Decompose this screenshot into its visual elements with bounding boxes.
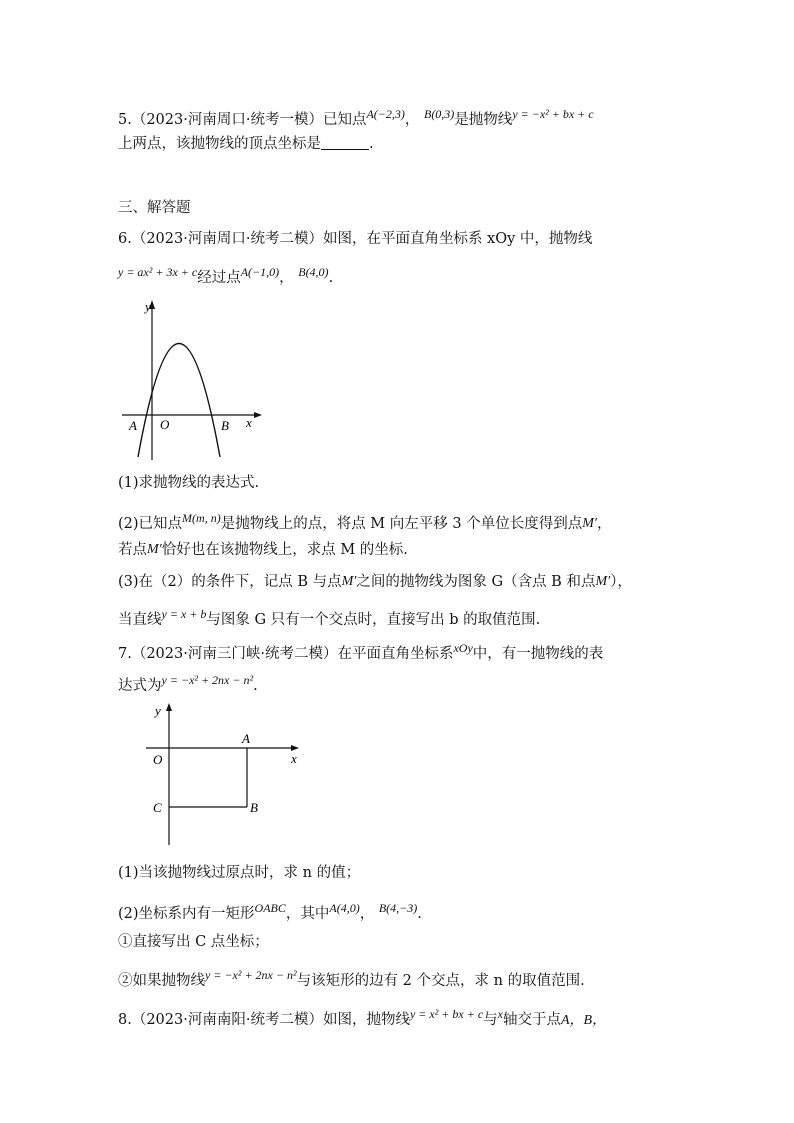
points-ab: A，B， bbox=[560, 1013, 607, 1028]
q7-line1 bbox=[118, 638, 603, 664]
q7-text: ，其中 bbox=[285, 906, 330, 922]
q6-text: 之间的抛物线为图象 G（含点 B 和点 bbox=[356, 574, 596, 590]
q6-text: 当直线 bbox=[118, 612, 162, 628]
q6-text: 若点 bbox=[118, 542, 147, 558]
point-a: A(4,0) bbox=[329, 901, 360, 915]
q7-text: 中，有一抛物线的表 bbox=[472, 646, 604, 662]
coord-system: xOy bbox=[453, 641, 473, 655]
q7-text: 达式为 bbox=[118, 678, 162, 694]
point-b-label: B bbox=[221, 418, 229, 433]
x-axis-arrow bbox=[254, 412, 262, 418]
y-label: y bbox=[155, 703, 161, 718]
q7-part2 bbox=[118, 898, 422, 924]
period: . bbox=[369, 136, 374, 152]
x-variable: x bbox=[497, 1007, 503, 1021]
q6-part1: (1)求抛物线的表达式. bbox=[118, 475, 260, 491]
comma: ， bbox=[279, 270, 294, 286]
q6-part2-line1 bbox=[118, 508, 611, 534]
q6-line1: 6.（2023·河南周口·统考二模）如图，在平面直角坐标系 xOy 中，抛物线 bbox=[118, 231, 593, 247]
origin-label: O bbox=[153, 752, 163, 767]
q6-parabola-figure bbox=[116, 295, 266, 465]
parabola-equation: y = −x² + 2nx − n² bbox=[205, 968, 297, 982]
point-m-prime: M′ bbox=[147, 542, 162, 557]
answer-blank bbox=[321, 135, 369, 150]
q6-part3-line2 bbox=[118, 604, 540, 630]
point-m-prime: M′ bbox=[341, 574, 357, 589]
q5-text: 5.（2023·河南周口·统考一模）已知点 bbox=[118, 112, 367, 128]
q8-text: 轴交于点 bbox=[502, 1012, 561, 1028]
q6-part2-line2 bbox=[118, 540, 408, 560]
q6-text: ）， bbox=[610, 574, 632, 590]
y-axis-arrow bbox=[166, 703, 172, 711]
point-c-label: C bbox=[153, 800, 162, 815]
q6-text: 与图象 G 只有一个交点时，直接写出 b 的取值范围. bbox=[206, 612, 541, 628]
parabola-equation: y = x² + bx + c bbox=[409, 1007, 484, 1021]
y-label: y bbox=[145, 299, 151, 314]
period: . bbox=[253, 678, 258, 694]
q8-line1 bbox=[118, 1004, 606, 1031]
rectangle-name: OABC bbox=[254, 901, 286, 915]
parabola-equation: y = −x² + 2nx − n² bbox=[161, 673, 254, 687]
point-b: B(4,0) bbox=[298, 265, 329, 279]
q7-text: (2)坐标系内有一矩形 bbox=[118, 906, 255, 922]
period: . bbox=[328, 270, 334, 286]
point-m-prime: M′ bbox=[582, 516, 597, 531]
q6-text: 经过点 bbox=[197, 270, 241, 286]
q7-line2 bbox=[118, 670, 258, 696]
q5-text: 是抛物线 bbox=[454, 112, 513, 128]
point-b: B(0,3) bbox=[423, 107, 455, 121]
q7-rectangle-figure bbox=[146, 700, 306, 848]
comma: ， bbox=[404, 112, 420, 128]
q6-text: (2)已知点 bbox=[118, 516, 183, 532]
q7-part1: (1)当该抛物线过原点时，求 n 的值； bbox=[118, 865, 361, 881]
x-label: x bbox=[246, 415, 252, 430]
line-equation: y = x + b bbox=[161, 607, 207, 621]
point-a-label: A bbox=[242, 731, 250, 746]
q6-text: 是抛物线上的点，将点 M 向左平移 3 个单位长度得到点 bbox=[220, 516, 583, 532]
comma: ， bbox=[359, 906, 375, 922]
period: . bbox=[417, 906, 422, 922]
origin-label: O bbox=[160, 417, 170, 432]
q7-sub2 bbox=[118, 965, 585, 991]
q6-text: (3)在（2）的条件下，记点 B 与点 bbox=[118, 574, 342, 590]
q5-line2 bbox=[118, 134, 374, 154]
point-a: A(−2,3) bbox=[366, 107, 405, 121]
q6-text: 恰好也在该抛物线上，求点 M 的坐标. bbox=[161, 542, 408, 558]
parabola-curve bbox=[138, 344, 220, 458]
q8-text: 与 bbox=[483, 1012, 498, 1028]
parabola-equation: y = −x² + bx + c bbox=[512, 107, 594, 121]
point-a: A(−1,0) bbox=[240, 265, 280, 279]
q6-line2 bbox=[118, 262, 333, 288]
q7-text: 7.（2023·河南三门峡·统考二模）在平面直角坐标系 bbox=[118, 646, 454, 662]
q6-part3-line1 bbox=[118, 572, 632, 592]
q7-sub1: ①直接写出 C 点坐标； bbox=[118, 934, 269, 950]
x-label: x bbox=[291, 751, 297, 766]
comma: ， bbox=[596, 516, 612, 532]
point-b: B(4,−3) bbox=[378, 901, 418, 915]
q5-line1 bbox=[118, 104, 594, 130]
point-a-label: A bbox=[129, 418, 137, 433]
section-title: 三、解答题 bbox=[118, 200, 191, 216]
q7-text: 与该矩形的边有 2 个交点，求 n 的取值范围. bbox=[296, 973, 585, 989]
q8-text: 8.（2023·河南南阳·统考二模）如图，抛物线 bbox=[118, 1012, 410, 1028]
point-b-label: B bbox=[250, 800, 258, 815]
q7-text: ②如果抛物线 bbox=[118, 973, 205, 989]
point-m: M(m, n) bbox=[182, 511, 221, 525]
point-m-prime: M′ bbox=[595, 574, 611, 589]
parabola-equation: y = ax² + 3x + c bbox=[118, 265, 198, 279]
q5-text: 上两点，该抛物线的顶点坐标是 bbox=[118, 136, 321, 152]
